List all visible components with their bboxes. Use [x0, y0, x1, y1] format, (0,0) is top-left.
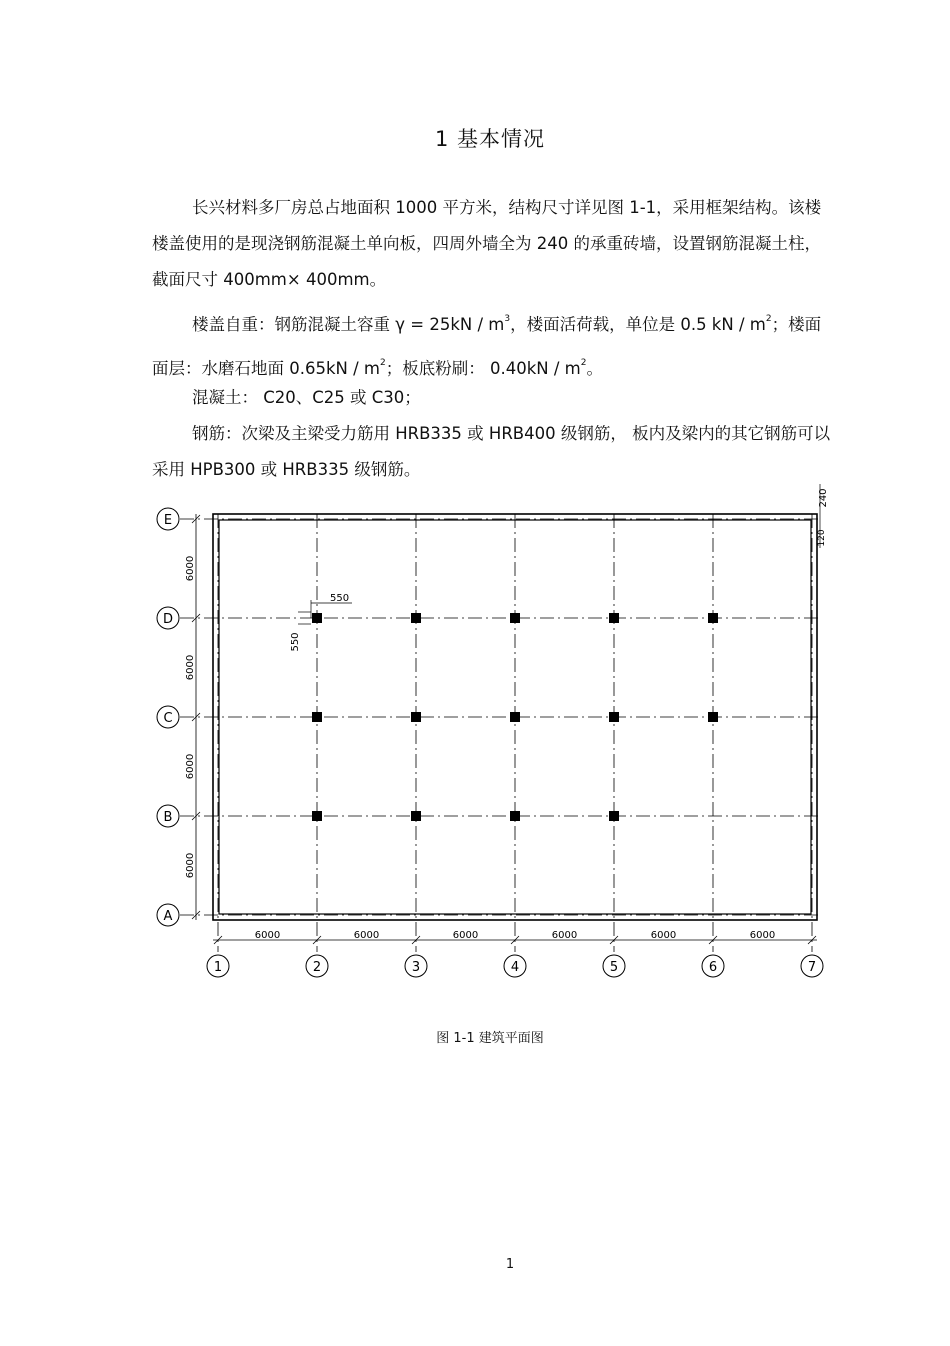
column — [609, 613, 619, 623]
col-axis-label: 3 — [411, 960, 421, 975]
wall-offset-label: 120 — [817, 529, 827, 547]
dim-label-row: 6000 — [185, 852, 196, 879]
column — [411, 811, 421, 821]
section-heading: 1 基本情况 — [434, 127, 546, 151]
dim-label-row: 6000 — [185, 555, 196, 582]
row-axis-label: D — [162, 612, 174, 627]
load-text-d: ；板底粉刷： 0.40kN / m — [385, 359, 581, 378]
column — [411, 712, 421, 722]
column — [411, 613, 421, 623]
row-axis-label: C — [163, 711, 173, 726]
dim-label-col: 6000 — [749, 930, 776, 941]
row-axis-label: B — [163, 810, 173, 825]
column — [510, 811, 520, 821]
load-text-b: ，楼面活荷载，单位是 0.5 kN / m — [510, 315, 766, 334]
page-number: 1 — [505, 1257, 515, 1272]
column — [609, 712, 619, 722]
column — [312, 811, 322, 821]
column — [609, 811, 619, 821]
dim-label-col: 6000 — [551, 930, 578, 941]
sup-2a: 2 — [765, 314, 772, 324]
column-size-label-v: 550 — [290, 632, 301, 652]
col-axis-label: 6 — [708, 960, 718, 975]
paragraph-overview: 长兴材料多厂房总占地面积 1000 平方米，结构尺寸详见图 1-1，采用框架结构。该楼楼盖使用的是现浇钢筋混凝土单向板，四周外墙全为 240 的承重砖墙，设置钢筋混凝土柱，截面尺寸 400mm× 400mm。 — [152, 198, 822, 289]
wall-thickness-label: 240 — [818, 488, 829, 508]
sup-2b: 2 — [380, 358, 386, 368]
sup-2c: 2 — [580, 358, 587, 368]
column — [510, 613, 520, 623]
row-axis-label: A — [163, 909, 173, 924]
paragraph-concrete: 混凝土： C20、C25 或 C30； — [192, 388, 421, 407]
column — [312, 712, 322, 722]
dim-label-col: 6000 — [452, 930, 479, 941]
dim-label-row: 6000 — [185, 753, 196, 780]
paragraph-steel: 钢筋：次梁及主梁受力筋用 HRB335 或 HRB400 级钢筋， 板内及梁内的其它钢筋可以采用 HPB300 或 HRB335 级钢筋。 — [152, 424, 831, 479]
col-axis-label: 7 — [807, 960, 817, 975]
load-text-a: 楼盖自重：钢筋混凝土容重 γ = 25kN / m — [192, 315, 505, 334]
col-axis-label: 5 — [609, 960, 619, 975]
column — [708, 613, 718, 623]
col-axis-label: 4 — [510, 960, 520, 975]
column — [510, 712, 520, 722]
col-axis-label: 1 — [213, 960, 223, 975]
row-axis-label: E — [163, 513, 173, 528]
sup-3: 3 — [504, 314, 511, 324]
dim-label-row: 6000 — [185, 654, 196, 681]
load-text-c: ；楼面面层：水磨石地面 0.65kN / m — [152, 315, 822, 378]
dim-label-col: 6000 — [254, 930, 281, 941]
column — [708, 712, 718, 722]
figure-caption: 图 1-1 建筑平面图 — [436, 1031, 544, 1046]
load-text-e: 。 — [586, 359, 603, 378]
dim-label-col: 6000 — [353, 930, 380, 941]
col-axis-label: 2 — [312, 960, 322, 975]
dim-label-col: 6000 — [650, 930, 677, 941]
column-size-label-h: 550 — [330, 593, 350, 604]
column — [312, 613, 322, 623]
